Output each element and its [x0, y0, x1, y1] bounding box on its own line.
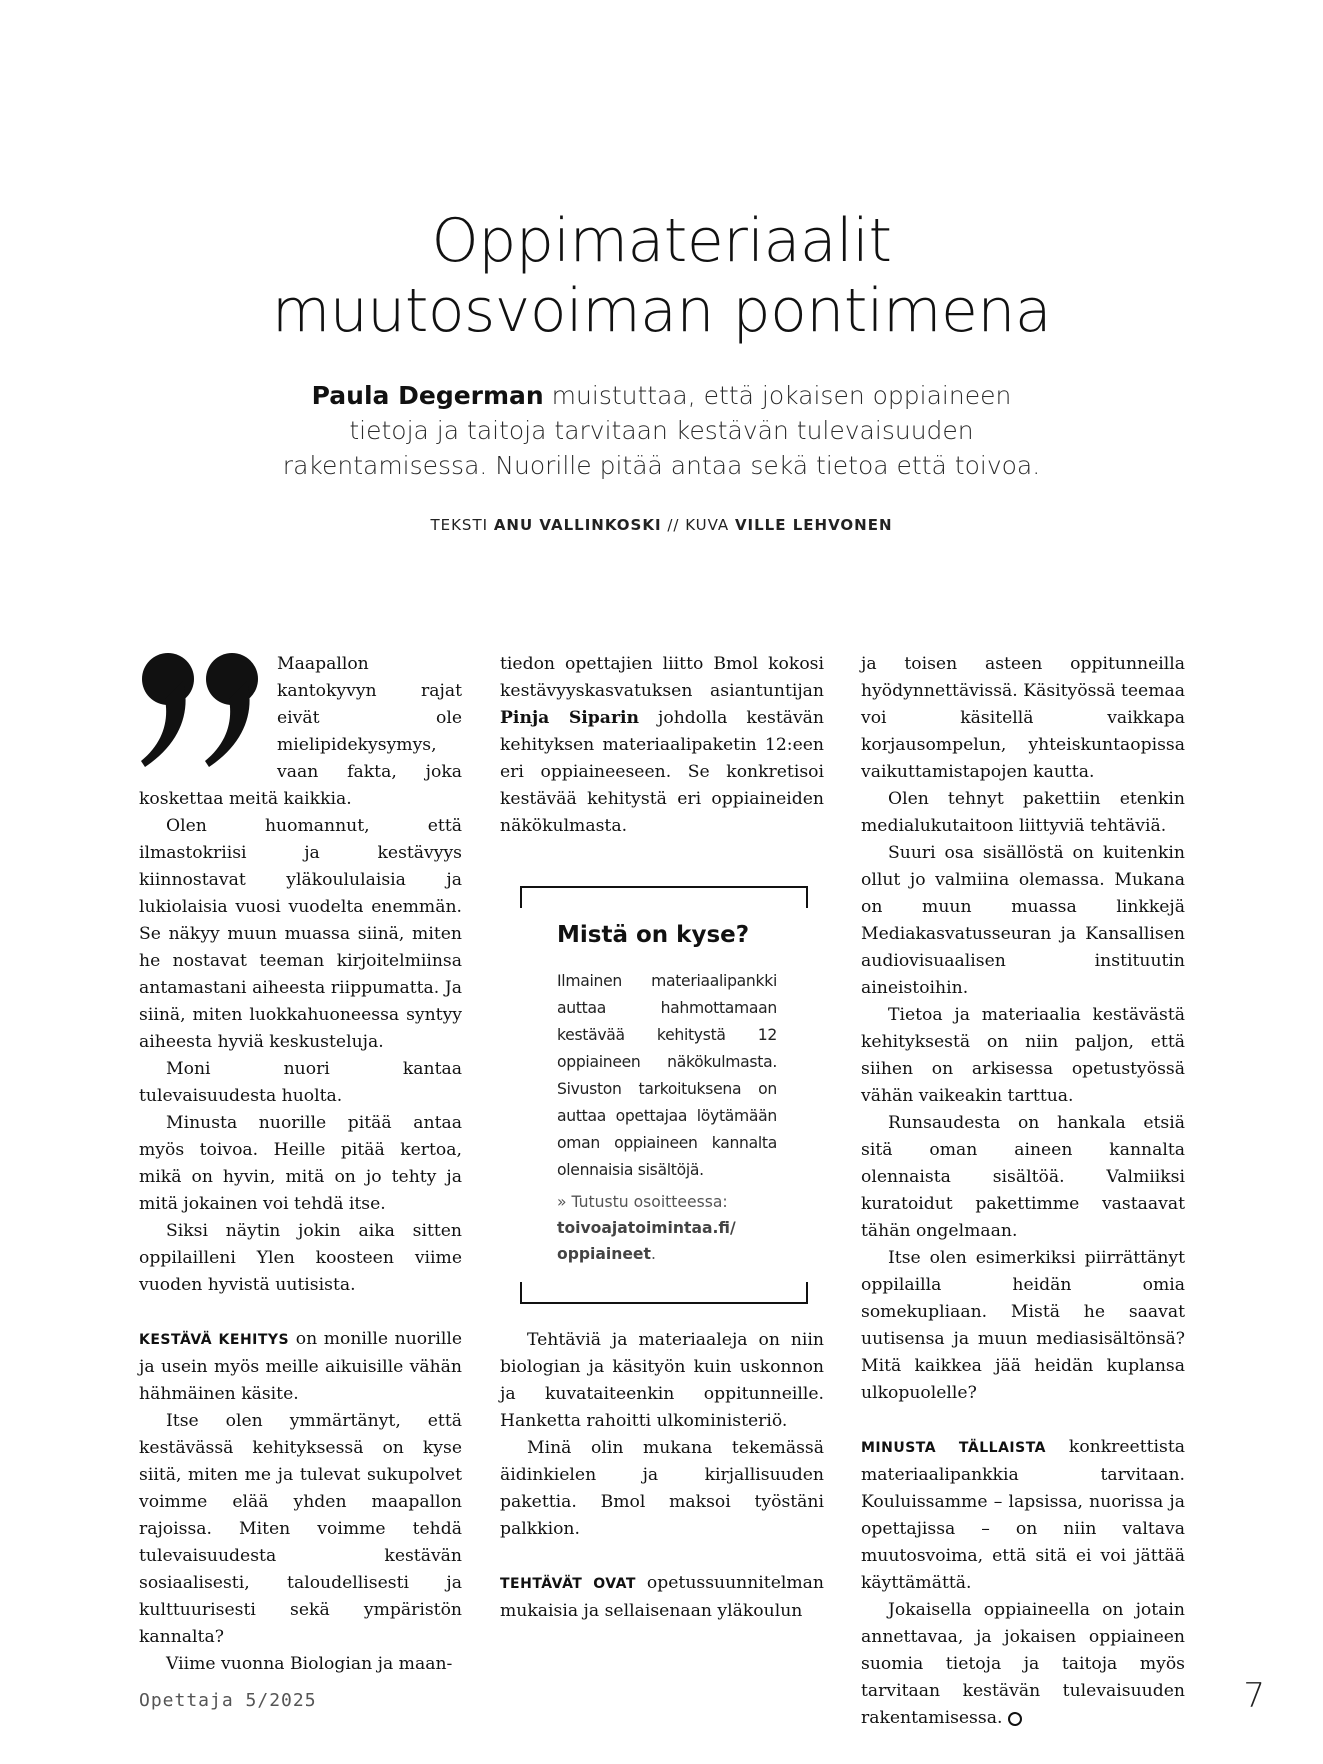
info-box-link-prefix: » Tutustu osoitteessa:	[557, 1193, 728, 1211]
info-box-frame-top	[520, 886, 808, 908]
end-circle-icon	[1008, 1712, 1022, 1726]
col1-paragraph-7: Itse olen ymmärtänyt, että kestävässä kehityksessä on kyse siitä, miten me ja tulevat sukupolvet voimme elää yhden maapallon rajoissa. Miten voimme tehdä tulevaisuudesta kestävän sosiaalisesti, taloudellisesti ja kulttuurisesti sekä ympäristön kannalta?	[139, 1411, 462, 1647]
col2-paragraph-2: Tehtäviä ja materiaaleja on niin biologian ja käsityön kuin uskonnon ja kuvataiteenkin oppitunneille. Hanketta rahoitti ulkoministeriö.	[500, 1330, 824, 1431]
col2-paragraph-1-a: tiedon opettajien liitto Bmol kokosi kestävyyskasvatuksen asiantuntijan	[500, 654, 824, 701]
lead-name: Paula Degerman	[311, 381, 544, 410]
col2-paragraph-4-text: opetussuunnitelman mukaisia ja sellaisenaan yläkoulun	[500, 1573, 824, 1621]
column-2-lower	[500, 1327, 824, 1625]
col3-paragraph-8	[861, 1597, 1185, 1732]
info-box-link-block	[557, 1189, 777, 1267]
article-lead	[268, 378, 1055, 483]
column-3	[861, 651, 1185, 1732]
col1-paragraph-3: Moni nuori kantaa tulevaisuudesta huolta.	[139, 1059, 462, 1106]
info-box-link-suffix: .	[650, 1245, 656, 1263]
credit-photographer: VILLE LEHVONEN	[734, 516, 893, 534]
title-line-2: muutosvoiman pontimena	[271, 276, 1052, 346]
page-number: 7	[1243, 1676, 1265, 1716]
section-leadin-3: MINUSTA TÄLLAISTA	[861, 1440, 1046, 1456]
col1-paragraph-4: Minusta nuorille pitää antaa myös toivoa. Heille pitää kertoa, mikä on hyvin, mitä on jo tehty ja mitä jokainen voi tehdä itse.	[139, 1113, 462, 1214]
info-box	[520, 886, 808, 1304]
col1-paragraph-1: Maapallon kantokyvyn rajat eivät ole mielipidekysymys, vaan fakta, joka koskettaa meitä kaikkia.	[139, 654, 462, 809]
credit-author: ANU VALLINKOSKI	[493, 516, 662, 534]
closing-quote-icon	[137, 651, 265, 769]
col2-paragraph-1-b: johdolla kestävän kehityksen materiaalipaketin 12:een eri oppiaineeseen. Se konkretisoi kestävää kehitystä eri oppiaineiden näkökulmasta.	[500, 708, 824, 836]
section-leadin-2: TEHTÄVÄT OVAT	[500, 1576, 636, 1592]
title-line-1: Oppimateriaalit	[431, 206, 892, 276]
col3-paragraph-4: Tietoa ja materiaalia kestävästä kehityksestä on niin paljon, että siihen on arkisessa opetustyössä vähän vaikeakin tarttua.	[861, 1005, 1185, 1106]
info-box-link[interactable]: toivoajatoimintaa.fi/ oppiaineet	[557, 1219, 736, 1263]
info-box-body: Ilmainen materiaalipankki auttaa hahmottamaan kestävää kehitystä 12 oppiaineen näkökulmasta. Sivuston tarkoituksena on auttaa opettajaa löytämään oman oppiaineen kannalta olennaisia sisältöjä.	[557, 972, 777, 1179]
column-2	[500, 651, 824, 840]
col2-paragraph-4	[500, 1570, 824, 1625]
lead-text: muistuttaa, että jokaisen oppiaineen tietoja ja taitoja tarvitaan kestävän tulevaisuuden rakentamisessa. Nuorille pitää antaa sekä tietoa että toivoa.	[282, 381, 1041, 480]
expert-name: Pinja Siparin	[500, 708, 640, 728]
col1-paragraph-6	[139, 1326, 462, 1408]
col3-paragraph-1: ja toisen asteen oppitunneilla hyödynnettävissä. Käsityössä teemaa voi käsitellä vaikkapa korjausompelun, yhteiskuntaopissa vaikuttamistapojen kautta.	[861, 654, 1185, 782]
col2-paragraph-3: Minä olin mukana tekemässä äidinkielen ja kirjallisuuden pakettia. Bmol maksoi työstäni palkkion.	[500, 1438, 824, 1539]
col1-paragraph-5: Siksi näytin jokin aika sitten oppilailleni Ylen koosteen viime vuoden hyvistä uutisista.	[139, 1221, 462, 1295]
col3-paragraph-2: Olen tehnyt pakettiin etenkin medialukutaitoon liittyviä tehtäviä.	[861, 789, 1185, 836]
col3-paragraph-8-text: Jokaisella oppiaineella on jotain annettavaa, ja jokaisen oppiaineen suomia tietoja ja taitoja myös tarvitaan kestävän tulevaisuuden rakentamisessa.	[861, 1600, 1185, 1728]
col1-paragraph-8: Viime vuonna Biologian ja maan-	[166, 1654, 453, 1674]
col1-paragraph-6-text: on monille nuorille ja usein myös meille aikuisille vähän hähmäinen käsite.	[139, 1329, 462, 1404]
info-box-frame-bottom	[520, 1282, 808, 1304]
col2-paragraph-1	[500, 651, 824, 840]
col1-paragraph-2: Olen huomannut, että ilmastokriisi ja kestävyys kiinnostavat yläkoululaisia ja lukiolaisia vuosi vuodelta enemmän. Se näkyy muun muassa siinä, miten he nostavat teeman kirjoitelmiinsa antamastani aiheesta riippumatta. Ja siinä, miten luokkahuoneessa syntyy aiheesta hyviä keskusteluja.	[139, 816, 462, 1052]
credit-text-label: TEKSTI	[430, 516, 494, 534]
col3-paragraph-7	[861, 1434, 1185, 1597]
credit-separator: // KUVA	[661, 516, 735, 534]
info-box-title: Mistä on kyse?	[557, 922, 750, 948]
section-leadin-1: KESTÄVÄ KEHITYS	[139, 1332, 290, 1348]
col3-paragraph-7-text: konkreettista materiaalipankkia tarvitaan. Kouluissamme – lapsissa, nuorissa ja opettajissa – on niin valtava muutosvoima, että sitä ei voi jättää käyttämättä.	[861, 1437, 1185, 1593]
col3-paragraph-5: Runsaudesta on hankala etsiä sitä oman aineen kannalta olennaista sisältöä. Valmiiksi kuratoidut pakettimme vastaavat tähän ongelmaan.	[861, 1113, 1185, 1241]
col3-paragraph-3: Suuri osa sisällöstä on kuitenkin ollut jo valmiina olemassa. Mukana on muun muassa linkkejä Mediakasvatusseuran ja Kansallisen audiovisuaalisen instituutin aineistoihin.	[861, 843, 1185, 998]
col3-paragraph-6: Itse olen esimerkiksi piirrättänyt oppilailla heidän omia somekupliaan. Mistä he saavat uutisensa ja muun mediasisältönsä? Mitä kaikkea jää heidän kuplansa ulkopuolelle?	[861, 1248, 1185, 1403]
column-1	[139, 651, 462, 1678]
article-title	[0, 206, 1323, 346]
article-credits	[0, 516, 1323, 534]
magazine-issue: Opettaja 5/2025	[139, 1690, 317, 1711]
